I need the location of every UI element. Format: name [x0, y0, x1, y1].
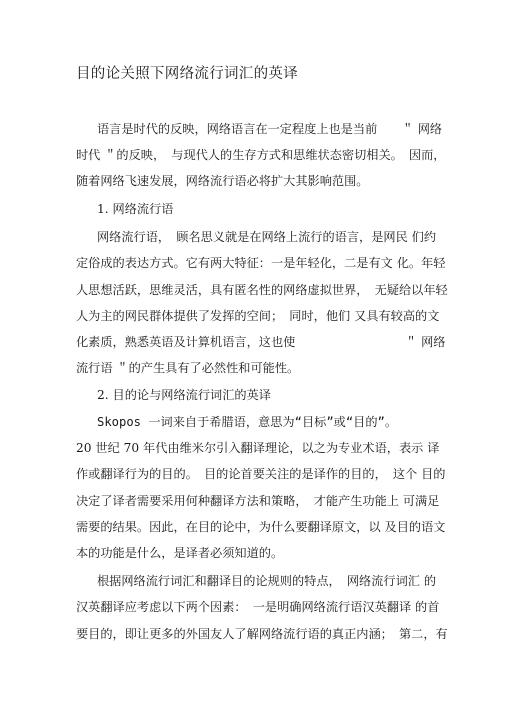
paragraph-line: 人思想活跃，思维灵活，具有匿名性的网络虚拟世界， 无疑给以年轻: [76, 283, 448, 297]
paragraph-line: 汉英翻译应考虑以下两个因素： 一是明确网络流行语汉英翻译 的首: [76, 600, 440, 614]
paragraph-line: 语言是时代的反映，网络语言在一定程度上也是当前 ＂ 网络: [97, 122, 443, 136]
paragraph-line: 作或翻译行为的目的。 目的论首要关注的是译作的目的， 这个 目的: [76, 467, 446, 481]
paragraph-line: 定俗成的表达方式。它有两大特征：一是年轻化，二是有文 化。年轻: [76, 256, 446, 270]
paragraph-line: 随着网络飞速发展，网络流行语必将扩大其影响范围。: [76, 174, 369, 188]
section-heading-2: 2. 目的论与网络流行词汇的英译: [97, 388, 271, 402]
paragraph-line: Skopos 一词来自于希腊语，意思为“目标”或“目的”。: [97, 415, 398, 429]
paragraph-line: 需要的结果。因此，在目的论中，为什么要翻译原文，以 及目的语文: [76, 520, 446, 534]
paragraph-line: 要目的，即让更多的外国友人了解网络流行语的真正内涵； 第二，有: [76, 627, 448, 641]
paragraph-line: 化素质，熟悉英语及计算机语言，这也使 ＂ 网络: [76, 335, 446, 349]
section-heading-1: 1. 网络流行语: [97, 202, 174, 216]
paragraph-line: 决定了译者需要采用何种翻译方法和策略， 才能产生功能上 可满足: [76, 494, 440, 508]
document-title: 目的论关照下网络流行词汇的英译: [76, 66, 298, 82]
paragraph-line: 时代 ＂的反映， 与现代人的生存方式和思维状态密切相关。 因而，: [76, 148, 446, 162]
paragraph-line: 网络流行语， 顾名思义就是在网络上流行的语言，是网民 们约: [97, 230, 437, 244]
paragraph-line: 人为主的网民群体提供了发挥的空间； 同时，他们 又具有较高的文: [76, 309, 440, 323]
paragraph-line: 根据网络流行词汇和翻译目的论规则的特点， 网络流行词汇 的: [97, 574, 437, 588]
paragraph-line: 流行语 ＂的产生具有了必然性和可能性。: [76, 361, 300, 375]
paragraph-line: 20 世纪 70 年代由维米尔引入翻译理论，以之为专业术语，表示 译: [76, 441, 440, 455]
paragraph-line: 本的功能是什么，是译者必须知道的。: [76, 546, 284, 560]
